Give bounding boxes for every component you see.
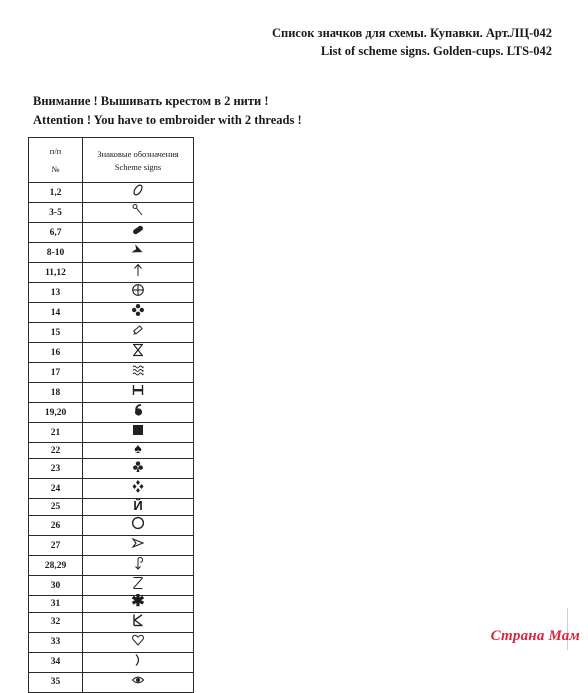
- row-sign-cell: [83, 363, 194, 383]
- scheme-signs-table: [28, 137, 194, 693]
- row-sign-cell: [83, 536, 194, 556]
- bracket-h-icon: [131, 383, 145, 402]
- row-sign-cell: [83, 556, 194, 576]
- eye-icon: [131, 673, 145, 692]
- table-row: [29, 652, 194, 672]
- z-bars-icon: [131, 576, 145, 595]
- table-row: [29, 243, 194, 263]
- row-sign-cell: [83, 303, 194, 323]
- row-number: 15: [29, 323, 83, 343]
- row-number: 30: [29, 576, 83, 596]
- column-header-number-top: п/п: [49, 146, 62, 156]
- table-row: [29, 283, 194, 303]
- column-header-signs-en: Scheme signs: [114, 161, 162, 172]
- row-number: 28,29: [29, 556, 83, 576]
- row-number: 24: [29, 479, 83, 499]
- row-number: 11,12: [29, 263, 83, 283]
- hook-arrow-icon: [131, 556, 145, 575]
- waves-icon: [131, 363, 145, 382]
- table-row: [29, 263, 194, 283]
- row-sign-cell: [83, 423, 194, 443]
- table-row: [29, 323, 194, 343]
- attention-note: [33, 92, 302, 130]
- row-number: 14: [29, 303, 83, 323]
- row-number: 22: [29, 443, 83, 459]
- right-chevron-icon: [131, 536, 145, 555]
- row-sign-cell: [83, 499, 194, 516]
- row-sign-cell: [83, 612, 194, 632]
- row-sign-cell: [83, 183, 194, 203]
- x-bar-icon: [131, 343, 145, 362]
- asterisk-icon: ✱: [131, 593, 145, 611]
- row-sign-cell: [83, 403, 194, 423]
- row-number: 34: [29, 652, 83, 672]
- table-row: [29, 556, 194, 576]
- header-title-ru: Список значков для схемы. Купавки. Арт.ЛЦ-042: [272, 26, 552, 40]
- row-sign-cell: [83, 283, 194, 303]
- table-row: [29, 672, 194, 692]
- header-title-en: List of scheme signs. Golden-cups. LTS-042: [320, 44, 552, 58]
- row-sign-cell: [83, 516, 194, 536]
- club-icon: [131, 459, 145, 478]
- row-sign-cell: [83, 443, 194, 459]
- table-row: [29, 203, 194, 223]
- table-row: [29, 183, 194, 203]
- row-sign-cell: [83, 203, 194, 223]
- oval-outline-icon: [131, 183, 145, 202]
- k-box-icon: [131, 613, 145, 632]
- row-number: 21: [29, 423, 83, 443]
- row-sign-cell: [83, 652, 194, 672]
- column-header-number-sign: №: [51, 164, 60, 174]
- table-row: [29, 536, 194, 556]
- table-row: [29, 343, 194, 363]
- row-number: 26: [29, 516, 83, 536]
- pencil-icon: [131, 323, 145, 342]
- row-sign-cell: [83, 223, 194, 243]
- row-number: 23: [29, 459, 83, 479]
- row-number: 8-10: [29, 243, 83, 263]
- table-row: [29, 303, 194, 323]
- table-row: [29, 223, 194, 243]
- row-sign-cell: [83, 343, 194, 363]
- row-number: 3-5: [29, 203, 83, 223]
- row-number: 18: [29, 383, 83, 403]
- flower-icon: [131, 303, 145, 322]
- row-number: 19,20: [29, 403, 83, 423]
- row-sign-cell: [83, 672, 194, 692]
- row-number: 31: [29, 596, 83, 612]
- right-paren-icon: [131, 653, 145, 672]
- pin-icon: [131, 203, 145, 222]
- column-header-signs: [83, 138, 194, 183]
- row-sign-cell: [83, 323, 194, 343]
- row-number: 16: [29, 343, 83, 363]
- row-number: 33: [29, 632, 83, 652]
- row-number: 13: [29, 283, 83, 303]
- table-row: [29, 443, 194, 459]
- row-sign-cell: [83, 263, 194, 283]
- cyrillic-short-i-icon: Й: [133, 498, 143, 514]
- table-row: [29, 516, 194, 536]
- table-row: [29, 576, 194, 596]
- table-row: [29, 612, 194, 632]
- table-header-row: [29, 138, 194, 183]
- six-shape-icon: [131, 403, 145, 422]
- row-sign-cell: [83, 459, 194, 479]
- column-header-number: [29, 138, 83, 183]
- circled-plus-icon: [131, 283, 145, 302]
- document-header: [272, 24, 552, 60]
- row-sign-cell: [83, 593, 194, 612]
- circle-outline-icon: [131, 516, 145, 535]
- row-number: 32: [29, 612, 83, 632]
- attention-en: Attention ! You have to embroider with 2 threads !: [33, 113, 302, 127]
- column-header-signs-ru: Знаковые обозначения: [97, 148, 179, 159]
- row-sign-cell: [83, 479, 194, 499]
- up-arrow-icon: [131, 263, 145, 282]
- filled-capsule-icon: [131, 223, 145, 242]
- arrowhead-icon: [131, 243, 145, 262]
- table-row: [29, 632, 194, 652]
- row-sign-cell: [83, 383, 194, 403]
- row-number: 17: [29, 363, 83, 383]
- row-sign-cell: [83, 632, 194, 652]
- attention-ru: Внимание ! Вышивать крестом в 2 нити !: [33, 94, 269, 108]
- table-row: [29, 499, 194, 516]
- watermark-logo: Страна Мам: [490, 628, 580, 644]
- row-number: 1,2: [29, 183, 83, 203]
- row-number: 35: [29, 672, 83, 692]
- table-row: [29, 596, 194, 612]
- table-row: [29, 423, 194, 443]
- table-row: [29, 363, 194, 383]
- heart-outline-icon: [131, 633, 145, 652]
- filled-square-icon: [131, 423, 145, 442]
- table-row: [29, 383, 194, 403]
- row-number: 6,7: [29, 223, 83, 243]
- table-row: [29, 459, 194, 479]
- diamonds-cluster-icon: [131, 479, 145, 498]
- table-row: [29, 403, 194, 423]
- row-sign-cell: [83, 243, 194, 263]
- row-number: 27: [29, 536, 83, 556]
- table-row: [29, 479, 194, 499]
- spade-icon: ♠: [134, 442, 142, 458]
- row-number: 25: [29, 499, 83, 516]
